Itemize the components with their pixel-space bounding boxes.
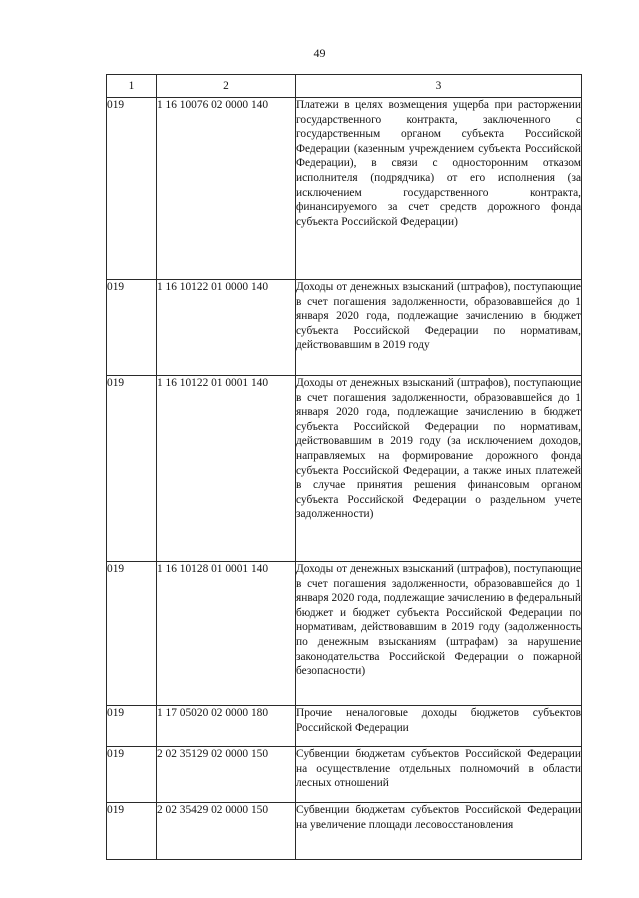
revenue-code-cell: 1 17 05020 02 0000 180 — [157, 706, 296, 747]
revenue-name-cell: Субвенции бюджетам субъектов Российской Федерации на осуществление отдельных полномочий в области лесных отношений — [296, 747, 582, 803]
revenue-code-cell: 2 02 35429 02 0000 150 — [157, 803, 296, 860]
revenue-code-cell: 1 16 10128 01 0001 140 — [157, 562, 296, 706]
revenue-name-cell: Субвенции бюджетам субъектов Российской Федерации на увеличение площади лесовосстановления — [296, 803, 582, 860]
revenue-codes-table — [106, 74, 582, 860]
admin-code-cell: 019 — [107, 98, 157, 280]
table-row — [107, 562, 582, 706]
admin-code-cell: 019 — [107, 562, 157, 706]
column-header-1: 1 — [107, 75, 157, 98]
column-header-2: 2 — [157, 75, 296, 98]
revenue-code-cell: 2 02 35129 02 0000 150 — [157, 747, 296, 803]
table-row — [107, 706, 582, 747]
table-header-row — [107, 75, 582, 98]
admin-code-cell: 019 — [107, 376, 157, 562]
column-header-3: 3 — [296, 75, 582, 98]
admin-code-cell: 019 — [107, 803, 157, 860]
revenue-code-cell: 1 16 10076 02 0000 140 — [157, 98, 296, 280]
admin-code-cell: 019 — [107, 280, 157, 376]
page-number: 49 — [313, 46, 326, 60]
admin-code-cell: 019 — [107, 706, 157, 747]
admin-code-cell: 019 — [107, 747, 157, 803]
revenue-name-cell: Доходы от денежных взысканий (штрафов), поступающие в счет погашения задолженности, образовавшейся до 1 января 2020 года, подлежащие зачислению в федеральный бюджет и бюджет субъекта Российской Федерации по нормативам, действовавшим в 2019 году (задолженность по денежным взысканиям (штрафам) за нарушение законодательства Российской Федерации о пожарной безопасности) — [296, 562, 582, 706]
table-row — [107, 747, 582, 803]
table-row — [107, 280, 582, 376]
table-row — [107, 803, 582, 860]
revenue-name-cell: Доходы от денежных взысканий (штрафов), поступающие в счет погашения задолженности, образовавшейся до 1 января 2020 года, подлежащие зачислению в бюджет субъекта Российской Федерации по нормативам, действовавшим в 2019 году (за исключением доходов, направляемых на формирование дорожного фонда субъекта Российской Федерации, а также иных платежей в случае принятия решения финансовым органом субъекта Российской Федерации о раздельном учете задолженности) — [296, 376, 582, 562]
revenue-name-cell: Доходы от денежных взысканий (штрафов), поступающие в счет погашения задолженности, образовавшейся до 1 января 2020 года, подлежащие зачислению в бюджет субъекта Российской Федерации по нормативам, действовавшим в 2019 году — [296, 280, 582, 376]
revenue-name-cell: Платежи в целях возмещения ущерба при расторжении государственного контракта, заключенного с государственным органом субъекта Российской Федерации (казенным учреждением субъекта Российской Федерации), в связи с односторонним отказом исполнителя (подрядчика) от его исполнения (за исключением государственного контракта, финансируемого за счет средств дорожного фонда субъекта Российской Федерации) — [296, 98, 582, 280]
table-row — [107, 376, 582, 562]
revenue-name-cell: Прочие неналоговые доходы бюджетов субъектов Российской Федерации — [296, 706, 582, 747]
revenue-code-cell: 1 16 10122 01 0000 140 — [157, 280, 296, 376]
table-row — [107, 98, 582, 280]
revenue-code-cell: 1 16 10122 01 0001 140 — [157, 376, 296, 562]
